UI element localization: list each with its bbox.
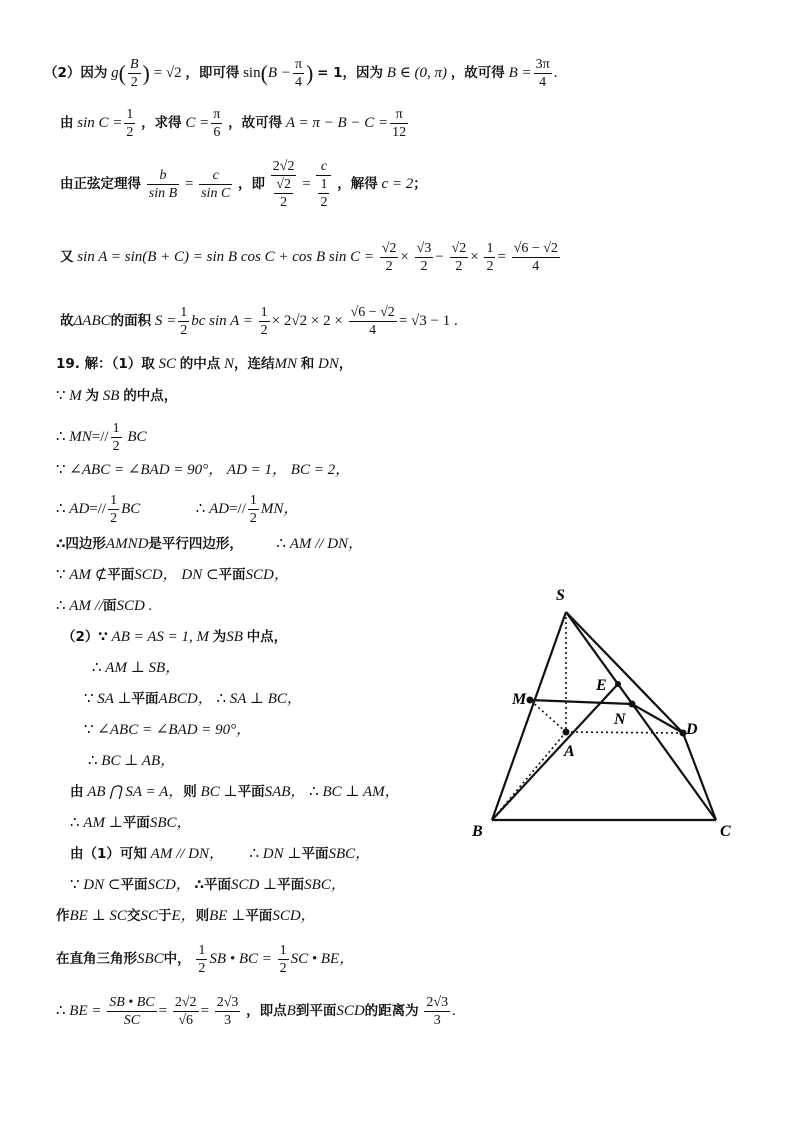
edge-ND (632, 704, 683, 733)
p2-line-1: （2）因为 g( $\frac{B}{2}$ ) = √2 ，即可得 sin(B − $\frac{\pi}{4}$ ) = 1，因为 B ∈ (0, π) ，故可得 B = $\frac{3\pi}{4}$ . (44, 57, 558, 90)
q19-line-3: ∴ MN=// $\frac{1}{2}$ BC (56, 421, 147, 454)
q19-line-14: 由 AB ⋂ SA = A，则 BC ⊥平面SAB， ∴ BC ⊥ AM， (70, 784, 400, 800)
label-C: C (720, 823, 731, 840)
edge-AD (566, 732, 683, 733)
q19-line-1: 19. 解：（1）取 SC 的中点 N，连结MN 和 DN， (56, 356, 353, 372)
label-S: S (556, 587, 565, 604)
edge-SB (492, 612, 566, 820)
edge-DC (683, 733, 716, 820)
pyramid-figure (460, 580, 750, 850)
q19-line-13: ∴ BC ⊥ AB， (88, 753, 176, 769)
q19-line-8: ∴ AM //面SCD . (56, 598, 153, 614)
p2-line-4: 又 sin A = sin(B + C) = sin B cos C + cos B sin C = $\frac{√2}{2}$ × $\frac{√3}{2}$ − $\frac{√2}{2}$ × $\frac{1}{2}$ = $\frac{√6 - √2}{4}$ (60, 241, 558, 274)
label-D: D (686, 721, 698, 738)
edge-MN (530, 700, 632, 704)
point-E (615, 681, 621, 687)
point-A (563, 729, 570, 736)
edge-AM (530, 700, 566, 732)
label-E: E (596, 677, 607, 694)
q19-line-11: ∵ SA ⊥平面ABCD， ∴ SA ⊥ BC， (84, 691, 302, 707)
q19-line-5: ∴ AD=// $\frac{1}{2}$ BC ∴ AD=// $\frac{1}{2}$ MN， (56, 493, 299, 526)
q19-line-16: 由（1）可知 AM // DN， ∴ DN ⊥平面SBC， (70, 846, 371, 862)
q19-line-4: ∵ ∠ABC = ∠BAD = 90°， AD = 1， BC = 2， (56, 462, 351, 478)
point-N (629, 701, 636, 708)
q19-line-7: ∵ AM ⊄平面SCD， DN ⊂平面SCD， (56, 567, 289, 583)
p2-line-2: 由 sin C = $\frac{1}{2}$ ，求得 C = $\frac{\pi}{6}$ ，故可得 A = π − B − C = $\frac{\pi}{12}$ (60, 107, 407, 140)
q19-line-18: 作BE ⊥ SC交SC于E，则BE ⊥平面SCD， (56, 908, 316, 924)
point-M (527, 697, 534, 704)
q19-line-17: ∵ DN ⊂平面SCD， ∴平面SCD ⊥平面SBC， (70, 877, 346, 893)
edge-BE (492, 684, 618, 820)
q19-line-12: ∵ ∠ABC = ∠BAD = 90°， (84, 722, 252, 738)
q19-line-19: 在直角三角形SBC中， $\frac{1}{2}$ SB • BC = $\frac{1}{2}$ SC • BE， (56, 943, 355, 976)
q19-line-10: ∴ AM ⊥ SB， (92, 660, 181, 676)
q19-line-15: ∴ AM ⊥平面SBC， (70, 815, 192, 831)
q19-line-20: ∴ BE = $\frac{SB • BC}{SC}$ = $\frac{2√2}{√6}$ = $\frac{2√3}{3}$ ，即点B到平面SCD的距离为 $\frac{2√3}{3}$ . (56, 995, 456, 1028)
label-M: M (512, 691, 527, 708)
label-N: N (614, 711, 626, 728)
q19-line-9: （2）∵ AB = AS = 1, M 为SB 中点， (62, 629, 288, 645)
label-B: B (472, 823, 483, 840)
q19-line-2: ∵ M 为 SB 的中点， (56, 388, 178, 404)
label-A: A (564, 743, 575, 760)
p2-line-5: 故ΔABC的面积 S = $\frac{1}{2}$ bc sin A = $\frac{1}{2}$ × 2√2 × 2 × $\frac{√6 - √2}{4}$ = √3 − 1 . (60, 305, 458, 338)
q19-line-6: ∴四边形AMND是平行四边形， ∴ AM // DN， (56, 536, 364, 552)
p2-line-3: 由正弦定理得 $\frac{b}{\text{sin B}}$ = $\frac{c}{\text{sin C}}$ ，即 $\frac{2√2}{\frac{√2}{2}}$ = $\frac{c}{\frac{1}{2}}$ ，解得 c = 2； (60, 159, 427, 210)
